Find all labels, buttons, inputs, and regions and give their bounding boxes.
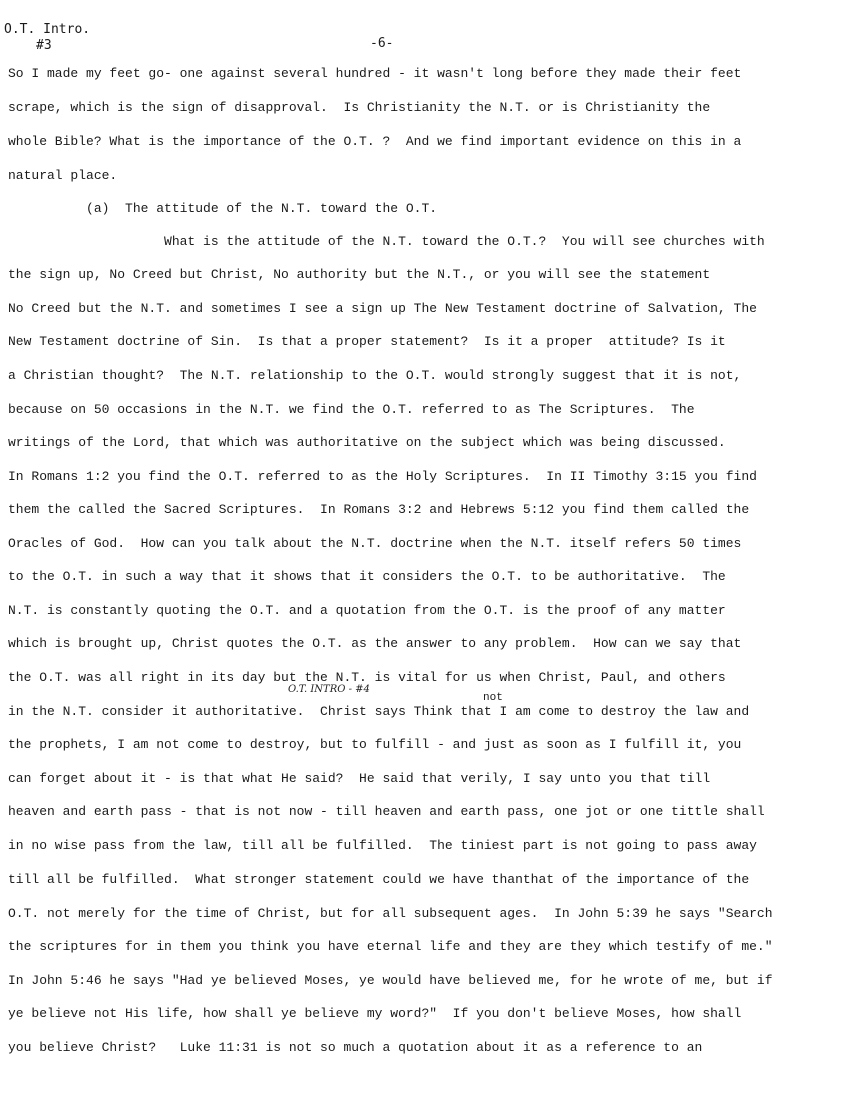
section-heading: (a) The attitude of the N.T. toward the O.T. [8,201,438,216]
text-line: N.T. is constantly quoting the O.T. and a quotation from the O.T. is the proof of any matter [8,603,726,618]
text-line: in the N.T. consider it authoritative. Christ says Think that I am come to destroy the law and [8,704,750,719]
text-line: whole Bible? What is the importance of the O.T. ? And we find important evidence on this in a [8,134,742,149]
text-line: can forget about it - is that what He said? He said that verily, I say unto you that till [8,771,711,786]
doc-number: #3 [36,38,52,53]
text-line: scrape, which is the sign of disapproval. Is Christianity the N.T. or is Christianity the [8,100,711,115]
text-line: No Creed but the N.T. and sometimes I see a sign up The New Testament doctrine of Salvation, The [8,301,757,316]
text-line: because on 50 occasions in the N.T. we find the O.T. referred to as The Scriptures. The [8,402,695,417]
text-line: the O.T. was all right in its day but the N.T. is vital for us when Christ, Paul, and others [8,670,726,685]
handwritten-note: O.T. INTRO - #4 [288,684,370,695]
text-line: a Christian thought? The N.T. relationship to the O.T. would strongly suggest that it is not, [8,368,742,383]
page-number: -6- [370,36,394,51]
text-line: In Romans 1:2 you find the O.T. referred to as the Holy Scriptures. In II Timothy 3:15 you find [8,469,757,484]
doc-title: O.T. Intro. [4,22,91,37]
text-line: Oracles of God. How can you talk about the N.T. doctrine when the N.T. itself refers 50 times [8,536,742,551]
text-line: ye believe not His life, how shall ye believe my word?" If you don't believe Moses, how shall [8,1006,742,1021]
text-line: them the called the Sacred Scriptures. In Romans 3:2 and Hebrews 5:12 you find them called the [8,502,750,517]
inserted-word: not [483,692,503,704]
text-line: O.T. not merely for the time of Christ, but for all subsequent ages. In John 5:39 he says "Search [8,906,773,921]
text-line: till all be fulfilled. What stronger statement could we have thanthat of the importance of the [8,872,750,887]
text-line: In John 5:46 he says "Had ye believed Moses, ye would have believed me, for he wrote of me, but if [8,973,773,988]
text-line: heaven and earth pass - that is not now - till heaven and earth pass, one jot or one tittle shall [8,804,765,819]
text-line: the sign up, No Creed but Christ, No authority but the N.T., or you will see the statement [8,267,711,282]
text-line: natural place. [8,168,118,183]
text-line: you believe Christ? Luke 11:31 is not so much a quotation about it as a reference to an [8,1040,703,1055]
text-line: to the O.T. in such a way that it shows that it considers the O.T. to be authoritative. The [8,569,726,584]
text-line: writings of the Lord, that which was authoritative on the subject which was being discussed. [8,435,726,450]
text-line: in no wise pass from the law, till all be fulfilled. The tiniest part is not going to pass away [8,838,757,853]
text-line: the prophets, I am not come to destroy, but to fulfill - and just as soon as I fulfill it, you [8,737,742,752]
text-line: New Testament doctrine of Sin. Is that a proper statement? Is it a proper attitude? Is it [8,334,726,349]
text-line: which is brought up, Christ quotes the O.T. as the answer to any problem. How can we say that [8,636,742,651]
text-line: So I made my feet go- one against several hundred - it wasn't long before they made their feet [8,66,742,81]
text-line: the scriptures for in them you think you have eternal life and they are they which testify of me." [8,939,773,954]
text-line: What is the attitude of the N.T. toward the O.T.? You will see churches with [8,234,765,249]
